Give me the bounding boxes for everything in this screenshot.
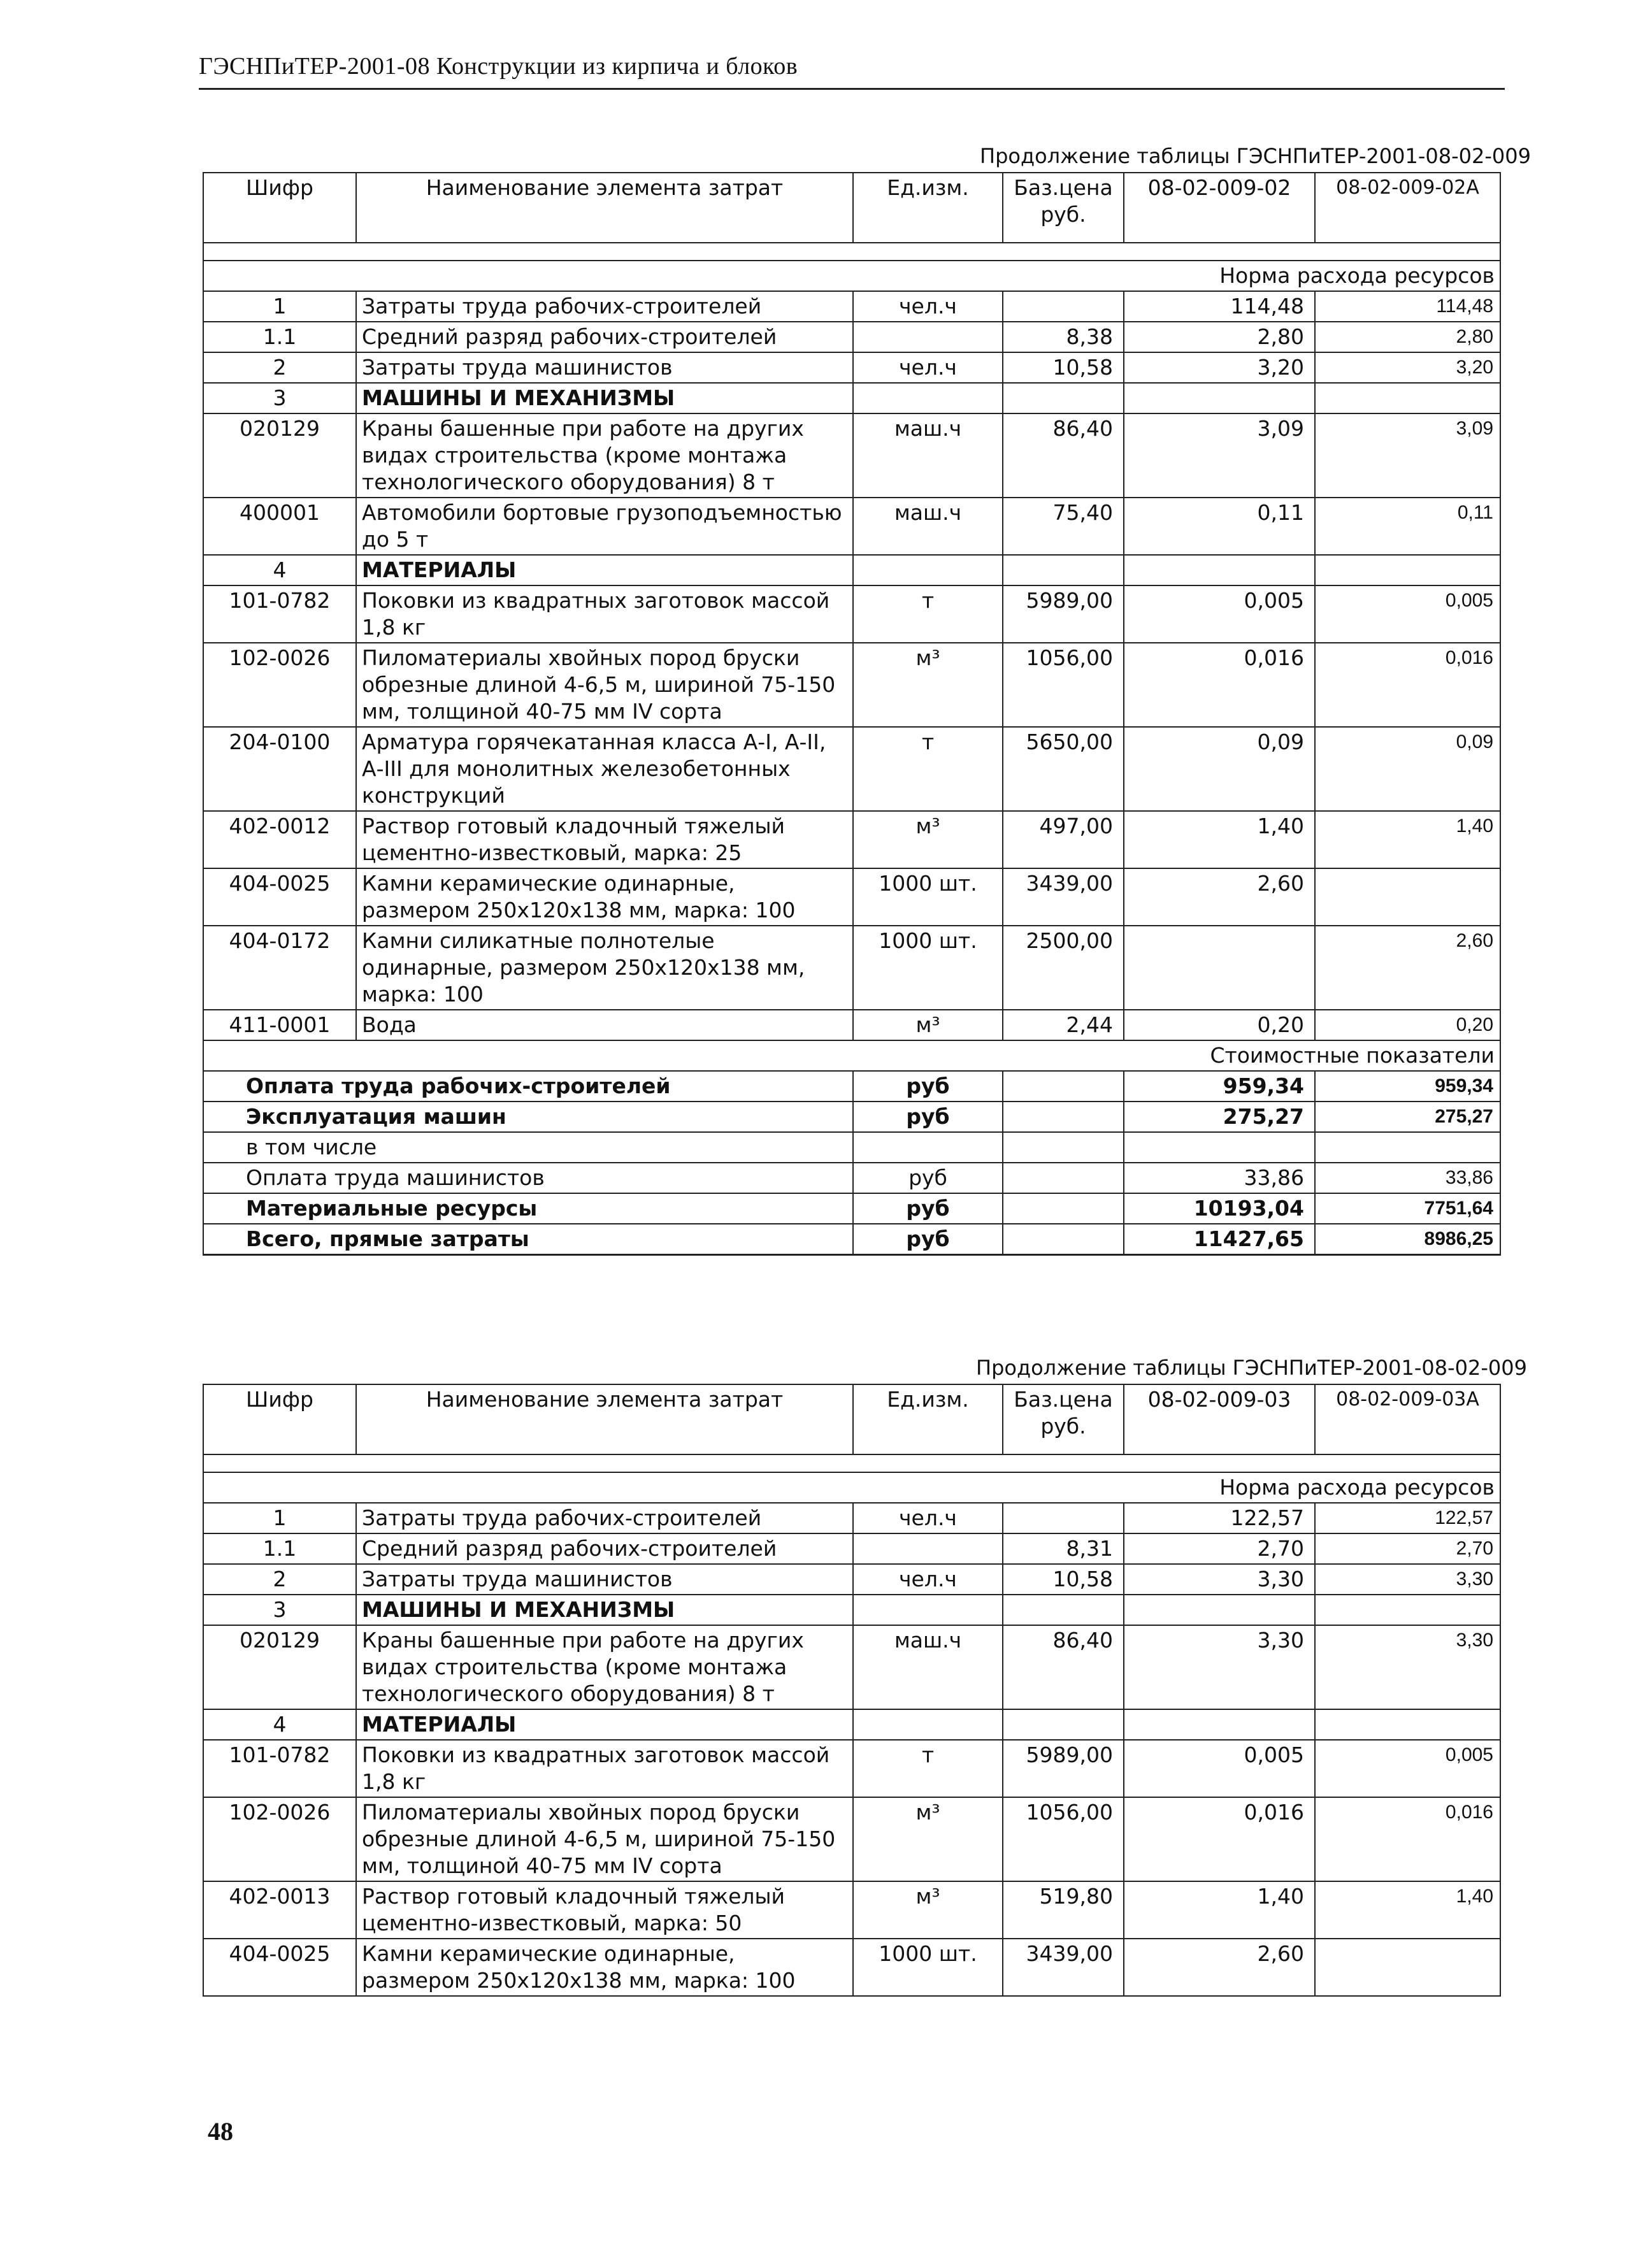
cost-value-b — [1315, 1132, 1500, 1163]
row-value-b: 0,016 — [1315, 643, 1500, 727]
row-code: 402-0013 — [203, 1881, 356, 1939]
row-price: 8,31 — [1003, 1533, 1124, 1564]
row-price: 5989,00 — [1003, 585, 1124, 643]
row-value-b: 0,09 — [1315, 727, 1500, 811]
norms-label: Норма расхода ресурсов — [203, 1472, 1500, 1503]
row-name: Средний разряд рабочих-строителей — [356, 322, 853, 352]
col-header-unit: Ед.изм. — [853, 1384, 1003, 1454]
row-value-b: 0,11 — [1315, 498, 1500, 555]
table-row — [203, 1709, 1500, 1740]
cost-value-b: 33,86 — [1315, 1163, 1500, 1193]
cost-value-b: 7751,64 — [1315, 1193, 1500, 1224]
table-row — [203, 727, 1500, 811]
row-name: Затраты труда машинистов — [356, 352, 853, 383]
row-price: 75,40 — [1003, 498, 1124, 555]
row-unit: м³ — [853, 1797, 1003, 1881]
row-value-a: 0,11 — [1124, 498, 1315, 555]
row-value-a: 1,40 — [1124, 811, 1315, 868]
row-code: 411-0001 — [203, 1010, 356, 1040]
row-unit: чел.ч — [853, 352, 1003, 383]
row-name: Пиломатериалы хвойных пород бруски обрезные длиной 4-6,5 м, шириной 75-150 мм, толщиной 40-75 мм IV сорта — [356, 1797, 853, 1881]
row-value-a — [1124, 383, 1315, 413]
cost-value-b: 275,27 — [1315, 1102, 1500, 1132]
row-code: 101-0782 — [203, 1740, 356, 1797]
cost-name: в том числе — [203, 1132, 853, 1163]
row-code: 3 — [203, 1595, 356, 1625]
row-value-b: 2,70 — [1315, 1533, 1500, 1564]
table-row — [203, 498, 1500, 555]
row-name: Раствор готовый кладочный тяжелый цементно-известковый, марка: 50 — [356, 1881, 853, 1939]
row-value-b: 122,57 — [1315, 1503, 1500, 1533]
row-value-b — [1315, 383, 1500, 413]
row-price: 10,58 — [1003, 352, 1124, 383]
row-value-a: 3,09 — [1124, 413, 1315, 498]
table-row — [203, 643, 1500, 727]
row-price: 3439,00 — [1003, 868, 1124, 926]
row-value-a: 2,80 — [1124, 322, 1315, 352]
norms-label: Норма расхода ресурсов — [203, 261, 1500, 291]
cost-row — [203, 1102, 1500, 1132]
table1-caption: Продолжение таблицы ГЭСНПиТЕР-2001-08-02-009 — [980, 144, 1531, 168]
row-name: Затраты труда рабочих-строителей — [356, 291, 853, 322]
cost-value-a: 275,27 — [1124, 1102, 1315, 1132]
cost-value-b: 959,34 — [1315, 1071, 1500, 1102]
row-price: 86,40 — [1003, 1625, 1124, 1709]
table2-caption: Продолжение таблицы ГЭСНПиТЕР-2001-08-02-009 — [976, 1356, 1527, 1380]
row-price: 3439,00 — [1003, 1939, 1124, 1996]
cost-name: Материальные ресурсы — [203, 1193, 853, 1224]
row-value-b: 0,016 — [1315, 1797, 1500, 1881]
row-code: 404-0172 — [203, 926, 356, 1010]
row-code: 102-0026 — [203, 1797, 356, 1881]
row-name: Поковки из квадратных заготовок массой 1,8 кг — [356, 1740, 853, 1797]
row-name: Автомобили бортовые грузоподъемностью до 5 т — [356, 498, 853, 555]
table-row — [203, 1881, 1500, 1939]
cost-price-empty — [1003, 1102, 1124, 1132]
table-row — [203, 1503, 1500, 1533]
cost-indicators-label: Стоимостные показатели — [203, 1040, 1500, 1071]
cost-unit: руб — [853, 1193, 1003, 1224]
row-unit — [853, 383, 1003, 413]
row-code: 2 — [203, 352, 356, 383]
row-price: 5989,00 — [1003, 1740, 1124, 1797]
cost-price-empty — [1003, 1163, 1124, 1193]
row-unit: т — [853, 727, 1003, 811]
row-unit: м³ — [853, 1881, 1003, 1939]
row-value-a: 2,60 — [1124, 1939, 1315, 1996]
col-header-unit: Ед.изм. — [853, 173, 1003, 243]
row-value-b: 3,09 — [1315, 413, 1500, 498]
cost-unit: руб — [853, 1071, 1003, 1102]
cost-price-empty — [1003, 1193, 1124, 1224]
row-name: Вода — [356, 1010, 853, 1040]
table-row — [203, 868, 1500, 926]
table-row — [203, 383, 1500, 413]
cost-value-a: 11427,65 — [1124, 1224, 1315, 1255]
row-value-a — [1124, 555, 1315, 585]
row-unit: 1000 шт. — [853, 926, 1003, 1010]
row-price — [1003, 1503, 1124, 1533]
row-name: Камни силикатные полнотелые одинарные, размером 250х120х138 мм, марка: 100 — [356, 926, 853, 1010]
row-value-b: 3,30 — [1315, 1564, 1500, 1595]
table-row — [203, 1010, 1500, 1040]
row-name: МАТЕРИАЛЫ — [356, 555, 853, 585]
header-rule — [199, 88, 1505, 90]
row-code: 400001 — [203, 498, 356, 555]
row-price — [1003, 1595, 1124, 1625]
col-header-b: 08-02-009-03А — [1315, 1384, 1500, 1454]
row-name: Средний разряд рабочих-строителей — [356, 1533, 853, 1564]
row-unit: 1000 шт. — [853, 1939, 1003, 1996]
col-header-price: Баз.цена руб. — [1003, 173, 1124, 243]
row-code: 102-0026 — [203, 643, 356, 727]
row-value-b — [1315, 1595, 1500, 1625]
row-unit: м³ — [853, 1010, 1003, 1040]
table-row — [203, 1740, 1500, 1797]
table-row — [203, 1533, 1500, 1564]
row-value-a: 2,60 — [1124, 868, 1315, 926]
cost-row — [203, 1193, 1500, 1224]
row-unit: т — [853, 585, 1003, 643]
row-code: 2 — [203, 1564, 356, 1595]
row-unit — [853, 1709, 1003, 1740]
spacer-row — [203, 1454, 1500, 1472]
row-value-a: 0,20 — [1124, 1010, 1315, 1040]
row-name: Поковки из квадратных заготовок массой 1,8 кг — [356, 585, 853, 643]
row-code: 101-0782 — [203, 585, 356, 643]
spacer-row — [203, 243, 1500, 261]
row-name: Краны башенные при работе на других видах строительства (кроме монтажа технологического оборудования) 8 т — [356, 413, 853, 498]
resource-table-2 — [203, 1384, 1501, 1997]
row-code: 1.1 — [203, 1533, 356, 1564]
row-code: 404-0025 — [203, 868, 356, 926]
row-unit: маш.ч — [853, 498, 1003, 555]
cost-row — [203, 1132, 1500, 1163]
row-unit: чел.ч — [853, 1564, 1003, 1595]
cost-unit: руб — [853, 1163, 1003, 1193]
row-name: Затраты труда машинистов — [356, 1564, 853, 1595]
cost-name: Оплата труда машинистов — [203, 1163, 853, 1193]
col-header-price: Баз.цена руб. — [1003, 1384, 1124, 1454]
row-unit: чел.ч — [853, 1503, 1003, 1533]
row-value-b: 3,30 — [1315, 1625, 1500, 1709]
row-code: 020129 — [203, 413, 356, 498]
cost-value-b: 8986,25 — [1315, 1224, 1500, 1255]
row-price: 2500,00 — [1003, 926, 1124, 1010]
table-row — [203, 926, 1500, 1010]
row-code: 402-0012 — [203, 811, 356, 868]
row-price: 10,58 — [1003, 1564, 1124, 1595]
table-row — [203, 1564, 1500, 1595]
page-number: 48 — [208, 2117, 233, 2146]
row-code: 1.1 — [203, 322, 356, 352]
col-header-code: Шифр — [203, 1384, 356, 1454]
col-header-b: 08-02-009-02А — [1315, 173, 1500, 243]
row-price: 86,40 — [1003, 413, 1124, 498]
row-value-a: 1,40 — [1124, 1881, 1315, 1939]
row-value-b: 3,20 — [1315, 352, 1500, 383]
table-row — [203, 1797, 1500, 1881]
row-price — [1003, 383, 1124, 413]
row-value-b — [1315, 1709, 1500, 1740]
row-value-b: 1,40 — [1315, 1881, 1500, 1939]
row-value-b: 2,80 — [1315, 322, 1500, 352]
row-price: 1056,00 — [1003, 643, 1124, 727]
cost-row — [203, 1224, 1500, 1255]
row-value-a: 0,09 — [1124, 727, 1315, 811]
row-name: МАШИНЫ И МЕХАНИЗМЫ — [356, 1595, 853, 1625]
row-name: Пиломатериалы хвойных пород бруски обрезные длиной 4-6,5 м, шириной 75-150 мм, толщиной 40-75 мм IV сорта — [356, 643, 853, 727]
row-value-b: 114,48 — [1315, 291, 1500, 322]
table-row — [203, 555, 1500, 585]
table-header-row — [203, 1384, 1500, 1454]
row-price: 5650,00 — [1003, 727, 1124, 811]
row-value-a — [1124, 926, 1315, 1010]
row-value-a: 114,48 — [1124, 291, 1315, 322]
row-name: Камни керамические одинарные, размером 250х120х138 мм, марка: 100 — [356, 1939, 853, 1996]
row-code: 1 — [203, 1503, 356, 1533]
row-value-a: 122,57 — [1124, 1503, 1315, 1533]
cost-name: Эксплуатация машин — [203, 1102, 853, 1132]
row-code: 3 — [203, 383, 356, 413]
row-value-a: 3,30 — [1124, 1564, 1315, 1595]
row-value-b: 0,005 — [1315, 585, 1500, 643]
row-unit: м³ — [853, 811, 1003, 868]
table-row — [203, 585, 1500, 643]
row-code: 020129 — [203, 1625, 356, 1709]
row-unit — [853, 555, 1003, 585]
cost-row — [203, 1071, 1500, 1102]
row-unit — [853, 1533, 1003, 1564]
cost-value-a — [1124, 1132, 1315, 1163]
row-value-a: 3,30 — [1124, 1625, 1315, 1709]
row-unit: м³ — [853, 643, 1003, 727]
row-value-a — [1124, 1709, 1315, 1740]
row-value-b: 1,40 — [1315, 811, 1500, 868]
row-value-a: 0,005 — [1124, 585, 1315, 643]
table-row — [203, 1939, 1500, 1996]
table-row — [203, 1595, 1500, 1625]
row-value-b: 0,20 — [1315, 1010, 1500, 1040]
page-header-title: ГЭСНПиТЕР-2001-08 Конструкции из кирпича и блоков — [199, 53, 798, 80]
table-row — [203, 322, 1500, 352]
row-name: Камни керамические одинарные, размером 250х120х138 мм, марка: 100 — [356, 868, 853, 926]
row-value-b — [1315, 1939, 1500, 1996]
row-value-b — [1315, 868, 1500, 926]
row-unit: 1000 шт. — [853, 868, 1003, 926]
row-code: 204-0100 — [203, 727, 356, 811]
row-name: Раствор готовый кладочный тяжелый цементно-известковый, марка: 25 — [356, 811, 853, 868]
row-price — [1003, 291, 1124, 322]
row-value-a: 0,016 — [1124, 643, 1315, 727]
row-unit: т — [853, 1740, 1003, 1797]
row-name: МАШИНЫ И МЕХАНИЗМЫ — [356, 383, 853, 413]
row-code: 404-0025 — [203, 1939, 356, 1996]
table-row — [203, 352, 1500, 383]
table-header-row — [203, 173, 1500, 243]
table-row — [203, 1625, 1500, 1709]
row-unit — [853, 1595, 1003, 1625]
cost-value-a: 33,86 — [1124, 1163, 1315, 1193]
row-name: Затраты труда рабочих-строителей — [356, 1503, 853, 1533]
cost-price-empty — [1003, 1132, 1124, 1163]
table-row — [203, 811, 1500, 868]
table-row — [203, 291, 1500, 322]
cost-unit — [853, 1132, 1003, 1163]
row-price: 2,44 — [1003, 1010, 1124, 1040]
row-price: 519,80 — [1003, 1881, 1124, 1939]
row-value-a: 0,005 — [1124, 1740, 1315, 1797]
row-value-a: 2,70 — [1124, 1533, 1315, 1564]
col-header-name: Наименование элемента затрат — [356, 1384, 853, 1454]
row-value-b: 0,005 — [1315, 1740, 1500, 1797]
row-name: МАТЕРИАЛЫ — [356, 1709, 853, 1740]
row-value-a — [1124, 1595, 1315, 1625]
cost-unit: руб — [853, 1102, 1003, 1132]
row-value-b — [1315, 555, 1500, 585]
cost-name: Всего, прямые затраты — [203, 1224, 853, 1255]
row-price: 497,00 — [1003, 811, 1124, 868]
row-name: Краны башенные при работе на других видах строительства (кроме монтажа технологического оборудования) 8 т — [356, 1625, 853, 1709]
row-unit: маш.ч — [853, 1625, 1003, 1709]
row-name: Арматура горячекатанная класса А-I, А-II, А-III для монолитных железобетонных конструкций — [356, 727, 853, 811]
row-unit — [853, 322, 1003, 352]
cost-name: Оплата труда рабочих-строителей — [203, 1071, 853, 1102]
row-unit: маш.ч — [853, 413, 1003, 498]
cost-unit: руб — [853, 1224, 1003, 1255]
resource-table-1 — [203, 172, 1501, 1256]
cost-value-a: 10193,04 — [1124, 1193, 1315, 1224]
cost-price-empty — [1003, 1224, 1124, 1255]
row-value-a: 3,20 — [1124, 352, 1315, 383]
row-value-b: 2,60 — [1315, 926, 1500, 1010]
row-price — [1003, 555, 1124, 585]
cost-price-empty — [1003, 1071, 1124, 1102]
row-value-a: 0,016 — [1124, 1797, 1315, 1881]
row-price — [1003, 1709, 1124, 1740]
col-header-a: 08-02-009-02 — [1124, 173, 1315, 243]
row-price: 1056,00 — [1003, 1797, 1124, 1881]
table-row — [203, 413, 1500, 498]
col-header-a: 08-02-009-03 — [1124, 1384, 1315, 1454]
row-code: 4 — [203, 1709, 356, 1740]
col-header-code: Шифр — [203, 173, 356, 243]
cost-row — [203, 1163, 1500, 1193]
cost-value-a: 959,34 — [1124, 1071, 1315, 1102]
row-price: 8,38 — [1003, 322, 1124, 352]
row-unit: чел.ч — [853, 291, 1003, 322]
col-header-name: Наименование элемента затрат — [356, 173, 853, 243]
row-code: 1 — [203, 291, 356, 322]
row-code: 4 — [203, 555, 356, 585]
